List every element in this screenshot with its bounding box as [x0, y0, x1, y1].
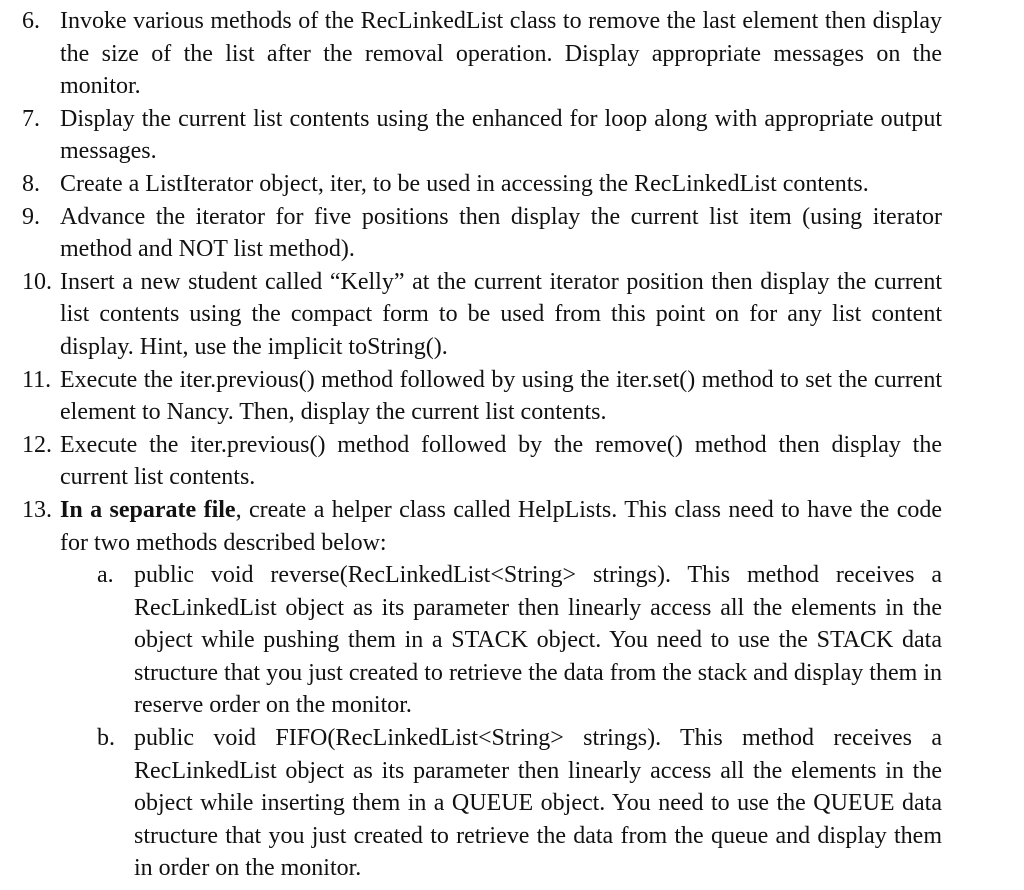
item-text: Invoke various methods of the RecLinkedList class to remove the last element then display the size of the list after the removal operation. Display appropriate messages on the monitor. — [60, 8, 942, 100]
item-number: 13. — [22, 496, 52, 523]
item-number: 8. — [22, 170, 40, 197]
item-text: Display the current list contents using the enhanced for loop along with appropriate output messages. — [60, 105, 942, 165]
item-number: 12. — [22, 431, 52, 458]
item-text: Advance the iterator for five positions then display the current list item (using iterator method and NOT list method). — [60, 203, 942, 263]
list-item-10 — [22, 266, 942, 364]
item-text: Create a ListIterator object, iter, to be used in accessing the RecLinkedList contents. — [60, 170, 869, 197]
sub-item-text: public void reverse(RecLinkedList<String> strings). This method receives a RecLinkedList object as its parameter then linearly access all the elements in the object while pushing them in a STACK object. You need to use the STACK data structure that you just created to retrieve the data from the stack and display them in reserve order on the monitor. — [134, 562, 942, 719]
sub-item-letter: a. — [97, 562, 114, 589]
sub-item-letter: b. — [97, 725, 115, 752]
sub-item-text: public void FIFO(RecLinkedList<String> strings). This method receives a RecLinkedList object as its parameter then linearly access all the elements in the object while inserting them in a QUEUE object. You need to use the QUEUE data structure that you just created to retrieve the data from the queue and display them in order on the monitor. — [134, 725, 942, 882]
list-item-13 — [22, 494, 942, 559]
item-text: Execute the iter.previous() method followed by the remove() method then display the current list contents. — [60, 431, 942, 491]
item-text: , create a helper class called HelpLists. This class need to have the code for two methods described below: — [60, 496, 942, 556]
list-item-11 — [22, 364, 942, 429]
list-item-7 — [22, 103, 942, 168]
list-item-12 — [22, 429, 942, 494]
list-item-9 — [22, 201, 942, 266]
sub-item-a — [22, 559, 942, 722]
document-body — [22, 5, 942, 885]
item-number: 9. — [22, 203, 40, 230]
item-number: 11. — [22, 366, 52, 393]
item-text: Execute the iter.previous() method followed by using the iter.set() method to set the current element to Nancy. Then, display the current list contents. — [60, 366, 942, 426]
item-number: 7. — [22, 105, 40, 132]
item-number: 6. — [22, 8, 40, 34]
list-item-6 — [22, 5, 942, 103]
item-text: Insert a new student called “Kelly” at the current iterator position then display the current list contents using the compact form to be used from this point on for any list content display. Hint, use the implicit toString(). — [60, 268, 942, 360]
sub-item-b — [22, 722, 942, 885]
item-bold-text: In a separate file — [60, 496, 236, 523]
list-item-8 — [22, 168, 942, 201]
item-number: 10. — [22, 268, 52, 295]
